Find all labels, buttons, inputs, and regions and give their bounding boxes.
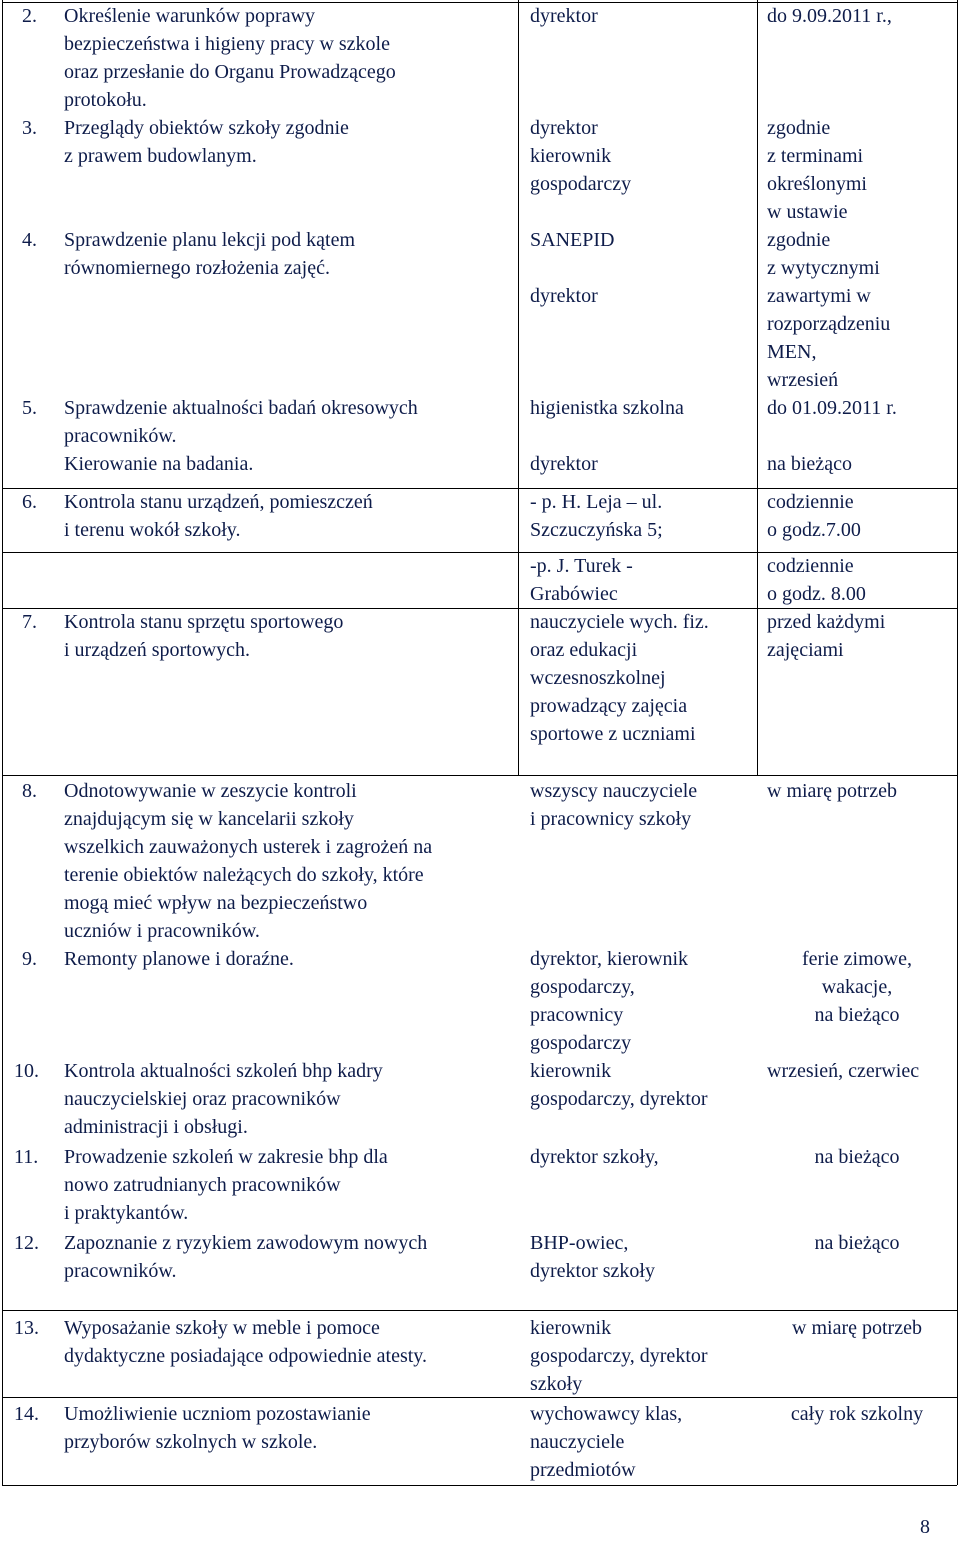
- task-text: Sprawdzenie aktualności badań okresowych pracowników. Kierowanie na badania.: [64, 397, 418, 475]
- row-number: 6.: [22, 491, 37, 513]
- row-number: 8.: [22, 780, 37, 802]
- row-number: 4.: [22, 229, 37, 251]
- responsible-text: SANEPID dyrektor: [530, 229, 615, 307]
- deadline-text: w miarę potrzeb: [767, 780, 897, 802]
- responsible-text: wychowawcy klas, nauczyciele przedmiotów: [530, 1403, 683, 1481]
- row-number: 13.: [14, 1317, 39, 1339]
- task-text: Umożliwienie uczniom pozostawianie przyborów szkolnych w szkole.: [64, 1403, 371, 1453]
- deadline-text: na bieżąco: [814, 1146, 900, 1168]
- row-number: 9.: [22, 948, 37, 970]
- table-border: [2, 1310, 957, 1311]
- deadline-text: codziennie o godz. 8.00: [767, 555, 866, 605]
- row-number: 3.: [22, 117, 37, 139]
- responsible-text: higienistka szkolna dyrektor: [530, 397, 684, 475]
- responsible-text: BHP-owiec, dyrektor szkoły: [530, 1232, 655, 1282]
- deadline-text: codziennie o godz.7.00: [767, 491, 861, 541]
- responsible-text: dyrektor kierownik gospodarczy: [530, 117, 632, 195]
- task-text: Kontrola stanu urządzeń, pomieszczeń i terenu wokół szkoły.: [64, 491, 373, 541]
- task-text: Prowadzenie szkoleń w zakresie bhp dla nowo zatrudnianych pracowników i praktykantów.: [64, 1146, 388, 1224]
- responsible-text: dyrektor szkoły,: [530, 1146, 659, 1168]
- task-text: Wyposażanie szkoły w meble i pomoce dydaktyczne posiadające odpowiednie atesty.: [64, 1317, 428, 1367]
- table-border: [757, 0, 758, 775]
- task-text: Przeglądy obiektów szkoły zgodnie z prawem budowlanym.: [64, 117, 349, 167]
- responsible-text: wszyscy nauczyciele i pracownicy szkoły: [530, 780, 698, 830]
- table-border: [957, 0, 958, 1485]
- row-number: 11.: [14, 1146, 39, 1168]
- task-text: Kontrola aktualności szkoleń bhp kadry nauczycielskiej oraz pracowników administracji i obsługi.: [64, 1060, 383, 1138]
- deadline-text: przed każdymi zajęciami: [767, 611, 886, 661]
- responsible-text: kierownik gospodarczy, dyrektor: [530, 1060, 708, 1110]
- table-border: [2, 0, 3, 1485]
- task-text: Kontrola stanu sprzętu sportowego i urządzeń sportowych.: [64, 611, 344, 661]
- responsible-text: kierownik gospodarczy, dyrektor szkoły: [530, 1317, 708, 1395]
- page-number: 8: [920, 1516, 930, 1538]
- deadline-text: cały rok szkolny: [790, 1403, 924, 1425]
- deadline-text: na bieżąco: [814, 1232, 900, 1254]
- responsible-text: dyrektor: [530, 5, 598, 27]
- deadline-text: wrzesień, czerwiec: [767, 1060, 920, 1082]
- task-text: Zapoznanie z ryzykiem zawodowym nowych pracowników.: [64, 1232, 428, 1282]
- table-border: [2, 1485, 957, 1486]
- row-number: 7.: [22, 611, 37, 633]
- deadline-text: do 01.09.2011 r. na bieżąco: [767, 397, 897, 475]
- row-number: 14.: [14, 1403, 39, 1425]
- task-text: Odnotowywanie w zeszycie kontroli znajdującym się w kancelarii szkoły wszelkich zauważonych usterek i zagrożeń na terenie obiektów należących do szkoły, które mogą mieć wpływ na bezpieczeństwo uczniów i pracowników.: [64, 780, 433, 942]
- deadline-text: do 9.09.2011 r.,: [767, 5, 892, 27]
- row-number: 2.: [22, 5, 37, 27]
- deadline-text: zgodnie z wytycznymi zawartymi w rozporządzeniu MEN, wrzesień: [767, 229, 891, 391]
- deadline-text: ferie zimowe, wakacje, na bieżąco: [802, 948, 912, 1026]
- responsible-text: nauczyciele wych. fiz. oraz edukacji wczesnoszkolnej prowadzący zajęcia sportowe z uczniami: [530, 611, 709, 745]
- responsible-text: - p. H. Leja – ul. Szczuczyńska 5;: [530, 491, 663, 541]
- task-text: Remonty planowe i doraźne.: [64, 948, 294, 970]
- responsible-text: dyrektor, kierownik gospodarczy, pracownicy gospodarczy: [530, 948, 689, 1054]
- row-number: 10.: [14, 1060, 39, 1082]
- task-text: Określenie warunków poprawy bezpieczeństwa i higieny pracy w szkole oraz przesłanie do Organu Prowadzącego protokołu.: [64, 5, 396, 111]
- table-border: [2, 775, 957, 776]
- table-border: [518, 0, 519, 775]
- deadline-text: w miarę potrzeb: [792, 1317, 922, 1339]
- row-number: 5.: [22, 397, 37, 419]
- table-border: [2, 1397, 957, 1398]
- responsible-text: -p. J. Turek - Grabówiec: [530, 555, 633, 605]
- row-number: 12.: [14, 1232, 39, 1254]
- deadline-text: zgodnie z terminami określonymi w ustawie: [767, 117, 867, 223]
- task-text: Sprawdzenie planu lekcji pod kątem równomiernego rozłożenia zajęć.: [64, 229, 356, 279]
